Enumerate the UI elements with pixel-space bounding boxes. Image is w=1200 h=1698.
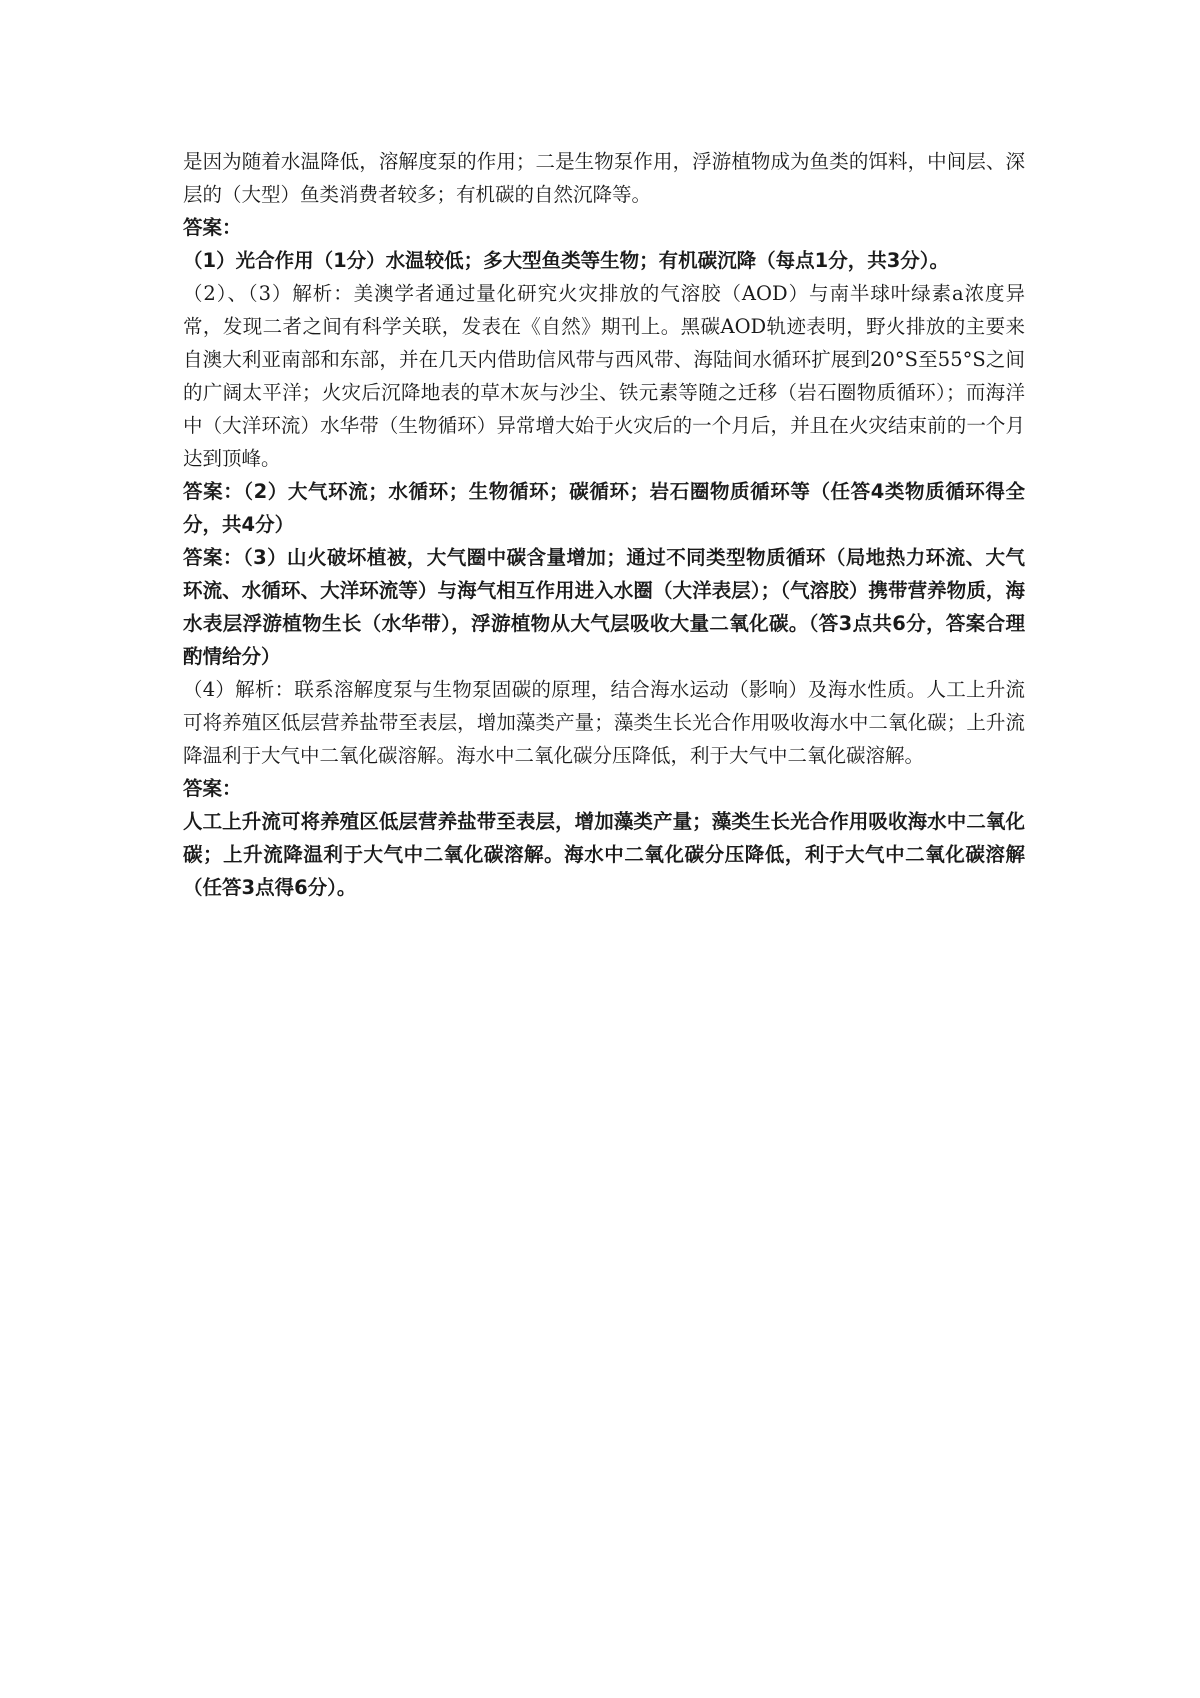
paragraph-explanation-continued: 是因为随着水温降低，溶解度泵的作用；二是生物泵作用，浮游植物成为鱼类的饵料，中间层、深层的（大型）鱼类消费者较多；有机碳的自然沉降等。 — [183, 150, 1025, 206]
answer-part-4: 人工上升流可将养殖区低层营养盐带至表层，增加藻类产量；藻类生长光合作用吸收海水中二氧化碳；上升流降温利于大气中二氧化碳溶解。海水中二氧化碳分压降低，利于大气中二氧化碳溶解（任答3点得6分）。 — [183, 810, 1025, 899]
answer-heading-2: 答案： — [183, 777, 242, 800]
answer-heading: 答案： — [183, 216, 242, 239]
explanation-part-2-3: （2）、（3）解析：美澳学者通过量化研究火灾排放的气溶胶（AOD）与南半球叶绿素a浓度异常，发现二者之间有科学关联，发表在《自然》期刊上。黑碳AOD轨迹表明，野火排放的主要来自澳大利亚南部和东部，并在几天内借助信风带与西风带、海陆间水循环扩展到20°S至55°S之间的广阔太平洋；火灾后沉降地表的草木灰与沙尘、铁元素等随之迁移（岩石圈物质循环）；而海洋中（大洋环流）水华带（生物循环）异常增大始于火灾后的一个月后，并且在火灾结束前的一个月达到顶峰。 — [183, 282, 1025, 470]
explanation-part-4: （4）解析：联系溶解度泵与生物泵固碳的原理，结合海水运动（影响）及海水性质。人工上升流可将养殖区低层营养盐带至表层，增加藻类产量；藻类生长光合作用吸收海水中二氧化碳；上升流降温利于大气中二氧化碳溶解。海水中二氧化碳分压降低，利于大气中二氧化碳溶解。 — [183, 678, 1025, 767]
answer-part-3: 答案：（3）山火破坏植被，大气圈中碳含量增加；通过不同类型物质循环（局地热力环流、大气环流、水循环、大洋环流等）与海气相互作用进入水圈（大洋表层）；（气溶胶）携带营养物质，海水表层浮游植物生长（水华带），浮游植物从大气层吸收大量二氧化碳。（答3点共6分，答案合理酌情给分） — [183, 546, 1025, 668]
answer-part-1: （1）光合作用（1分）水温较低；多大型鱼类等生物；有机碳沉降（每点1分，共3分）。 — [183, 249, 950, 272]
answer-part-2: 答案：（2）大气环流；水循环；生物循环；碳循环；岩石圈物质循环等（任答4类物质循环得全分，共4分） — [183, 480, 1025, 536]
document-body — [183, 145, 1025, 904]
